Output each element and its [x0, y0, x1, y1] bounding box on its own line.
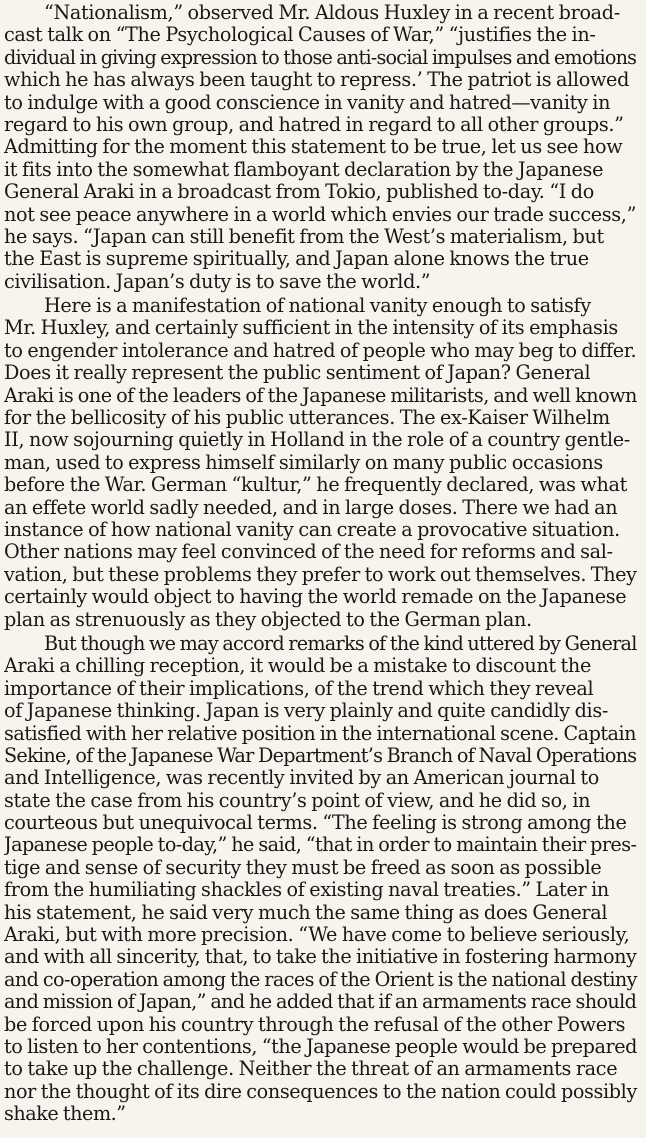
text-line: of Japanese thinking. Japan is very plainly and quite candidly dis- — [4, 699, 609, 723]
text-line: instance of how national vanity can create a provocative situation. — [4, 517, 620, 541]
text-line: to listen to her contentions, “the Japanese people would be prepared — [4, 1034, 638, 1058]
text-line: regard to his own group, and hatred in regard to all other groups.” — [4, 112, 624, 136]
text-line: nor the thought of its dire consequences to the nation could possibly — [4, 1079, 637, 1103]
text-line: and with all sincerity, that, to take the initiative in fostering harmony — [4, 945, 637, 969]
text-line: Mr. Huxley, and certainly sufficient in the intensity of its emphasis — [4, 316, 618, 340]
text-line: Here is a manifestation of national vanity enough to satisfy — [44, 294, 591, 318]
text-line: Sekine, of the Japanese War Department’s Branch of Naval Operations — [4, 743, 637, 767]
text-line: cast talk on “The Psychological Causes of War,” “justifies the in- — [4, 23, 596, 47]
text-line: tige and sense of security they must be freed as soon as possible — [4, 855, 602, 879]
text-line: But though we may accord remarks of the kind uttered by General — [44, 631, 637, 655]
text-line: the East is supreme spiritually, and Japan alone knows the true — [4, 247, 589, 271]
text-line: importance of their implications, of the trend which they reveal — [4, 676, 594, 700]
text-line: state the case from his country’s point of view, and he did so, in — [4, 788, 591, 812]
text-line: to engender intolerance and hatred of people who may beg to differ. — [4, 338, 637, 362]
paragraph-1 — [4, 2, 642, 293]
text-line: “Nationalism,” observed Mr. Aldous Huxley in a recent broad- — [44, 2, 620, 24]
text-line: to take up the challenge. Neither the threat of an armaments race — [4, 1057, 618, 1081]
paragraph-3 — [4, 633, 642, 1126]
text-line: Araki a chilling reception, it would be a mistake to discount the — [4, 654, 591, 678]
text-line: satisfied with her relative position in the international scene. Captain — [4, 721, 636, 745]
text-line: Araki, but with more precision. “We have come to believe seriously, — [4, 923, 630, 947]
text-line: and mission of Japan,” and he added that if an armaments race should — [4, 990, 637, 1014]
text-line: Japanese people to-day,” he said, “that in order to maintain their pres- — [4, 833, 637, 857]
text-line: Does it really represent the public sentiment of Japan? General — [4, 361, 591, 385]
text-line: Admitting for the moment this statement to be true, let us see how — [4, 135, 623, 159]
text-line: an effete world sadly needed, and in large doses. There we had an — [4, 495, 618, 519]
text-line: and co-operation among the races of the Orient is the national destiny — [4, 967, 637, 991]
text-line: dividual in giving expression to those anti-social impulses and emotions — [4, 45, 637, 69]
text-line: before the War. German “kultur,” he frequently declared, was what — [4, 473, 627, 497]
newspaper-article — [4, 2, 642, 1134]
text-line: his statement, he said very much the same thing as does General — [4, 900, 608, 924]
text-line: it fits into the somewhat flamboyant declaration by the Japanese — [4, 157, 604, 181]
text-line: be forced upon his country through the refusal of the other Powers — [4, 1012, 626, 1036]
text-line: civilisation. Japan’s duty is to save the world.” — [4, 269, 431, 293]
text-line: which he has always been taught to repress.’ The patriot is allowed — [4, 68, 630, 92]
text-line: he says. “Japan can still benefit from the West’s materialism, but — [4, 224, 604, 248]
text-line: man, used to express himself similarly on many public occasions — [4, 450, 603, 474]
text-line: Other nations may feel convinced of the need for reforms and sal- — [4, 540, 613, 564]
text-line: for the bellicosity of his public utterances. The ex-Kaiser Wilhelm — [4, 406, 610, 430]
text-line: General Araki in a broadcast from Tokio, published to-day. “I do — [4, 180, 594, 204]
text-line: and Intelligence, was recently invited by an American journal to — [4, 766, 599, 790]
text-line: II, now sojourning quietly in Holland in the role of a country gentle- — [4, 428, 630, 452]
text-line: to indulge with a good conscience in vanity and hatred—vanity in — [4, 90, 611, 114]
text-line: from the humiliating shackles of existing naval treaties.” Later in — [4, 878, 609, 902]
text-line: courteous but unequivocal terms. “The feeling is strong among the — [4, 811, 627, 835]
text-line: vation, but these problems they prefer to work out themselves. They — [4, 562, 637, 586]
text-line: Araki is one of the leaders of the Japanese militarists, and well known — [4, 383, 637, 407]
text-line: certainly would object to having the world remade on the Japanese — [4, 585, 627, 609]
text-line: plan as strenuously as they objected to the German plan. — [4, 607, 532, 631]
text-line: shake them.” — [4, 1102, 126, 1126]
text-line: not see peace anywhere in a world which envies our trade success,” — [4, 202, 637, 226]
paragraph-2 — [4, 295, 642, 631]
